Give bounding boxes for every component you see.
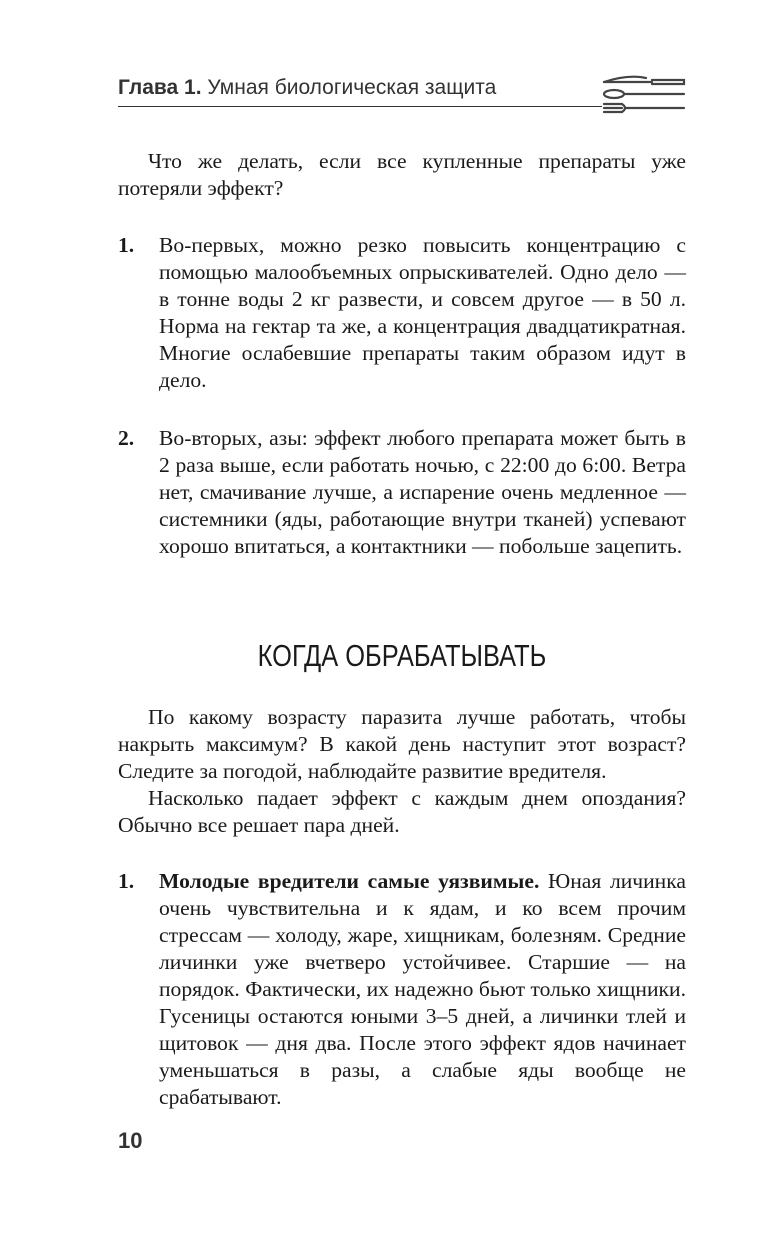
list-number: 1. <box>118 233 135 257</box>
running-header <box>118 76 496 100</box>
header-rule <box>118 106 602 107</box>
bold-lead: Молодые вредители самые уязвимые. <box>159 869 540 893</box>
list-item <box>118 232 686 394</box>
list-text: Во-вторых, азы: эффект любого препарата может быть в 2 раза выше, если работать ночью, с 22:00 до 6:00. Ветра нет, смачивание лучше, а испарение очень медленное — системники (яды, работающие внутри тканей) успевают хорошо впитаться, а контактники — побольше зацепить. <box>159 426 686 558</box>
section-heading: КОГДА ОБРАБАТЫВАТЬ <box>257 638 547 673</box>
section-body <box>118 704 686 839</box>
intro-block <box>118 148 686 202</box>
paragraph: Насколько падает эффект с каждым днем опоздания? Обычно все решает пара дней. <box>118 786 686 837</box>
list-text-rest: Юная личинка очень чувствительна и к ядам, и ко всем прочим стрессам — холоду, жаре, хищникам, болезням. Средние личинки уже вчетверо устойчивее. Старшие — на порядок. Фактически, их надежно бьют только хищники. Гусеницы остаются юными 3–5 дней, а личинки тлей и щитовок — дня два. После этого эффект ядов начинает уменьшаться в разы, а слабые яды вообще не срабатывают. <box>159 869 686 1109</box>
list-number: 2. <box>118 426 135 450</box>
paragraph: По какому возрасту паразита лучше работать, чтобы накрыть максимум? В какой день наступит этот возраст? Следите за погодой, наблюдайте развитие вредителя. <box>118 705 686 783</box>
list-item <box>118 425 686 560</box>
utensils-icon <box>600 70 690 120</box>
page-number: 10 <box>118 1128 143 1153</box>
chapter-title: Умная биологическая защита <box>207 76 497 99</box>
list-text: Во-первых, можно резко повысить концентрацию с помощью малообъемных опрыскивателей. Одно дело — в тонне воды 2 кг развести, и совсем другое — в 50 л. Норма на гектар та же, а концентрация двадцатикратная. Многие ослабевшие препараты таким образом идут в дело. <box>159 233 686 392</box>
list-text <box>159 868 686 1111</box>
chapter-label: Глава 1. <box>118 76 202 99</box>
list-number: 1. <box>118 869 135 893</box>
intro-paragraph: Что же делать, если все купленные препараты уже потеряли эффект? <box>118 149 686 200</box>
list-item <box>118 868 686 1111</box>
